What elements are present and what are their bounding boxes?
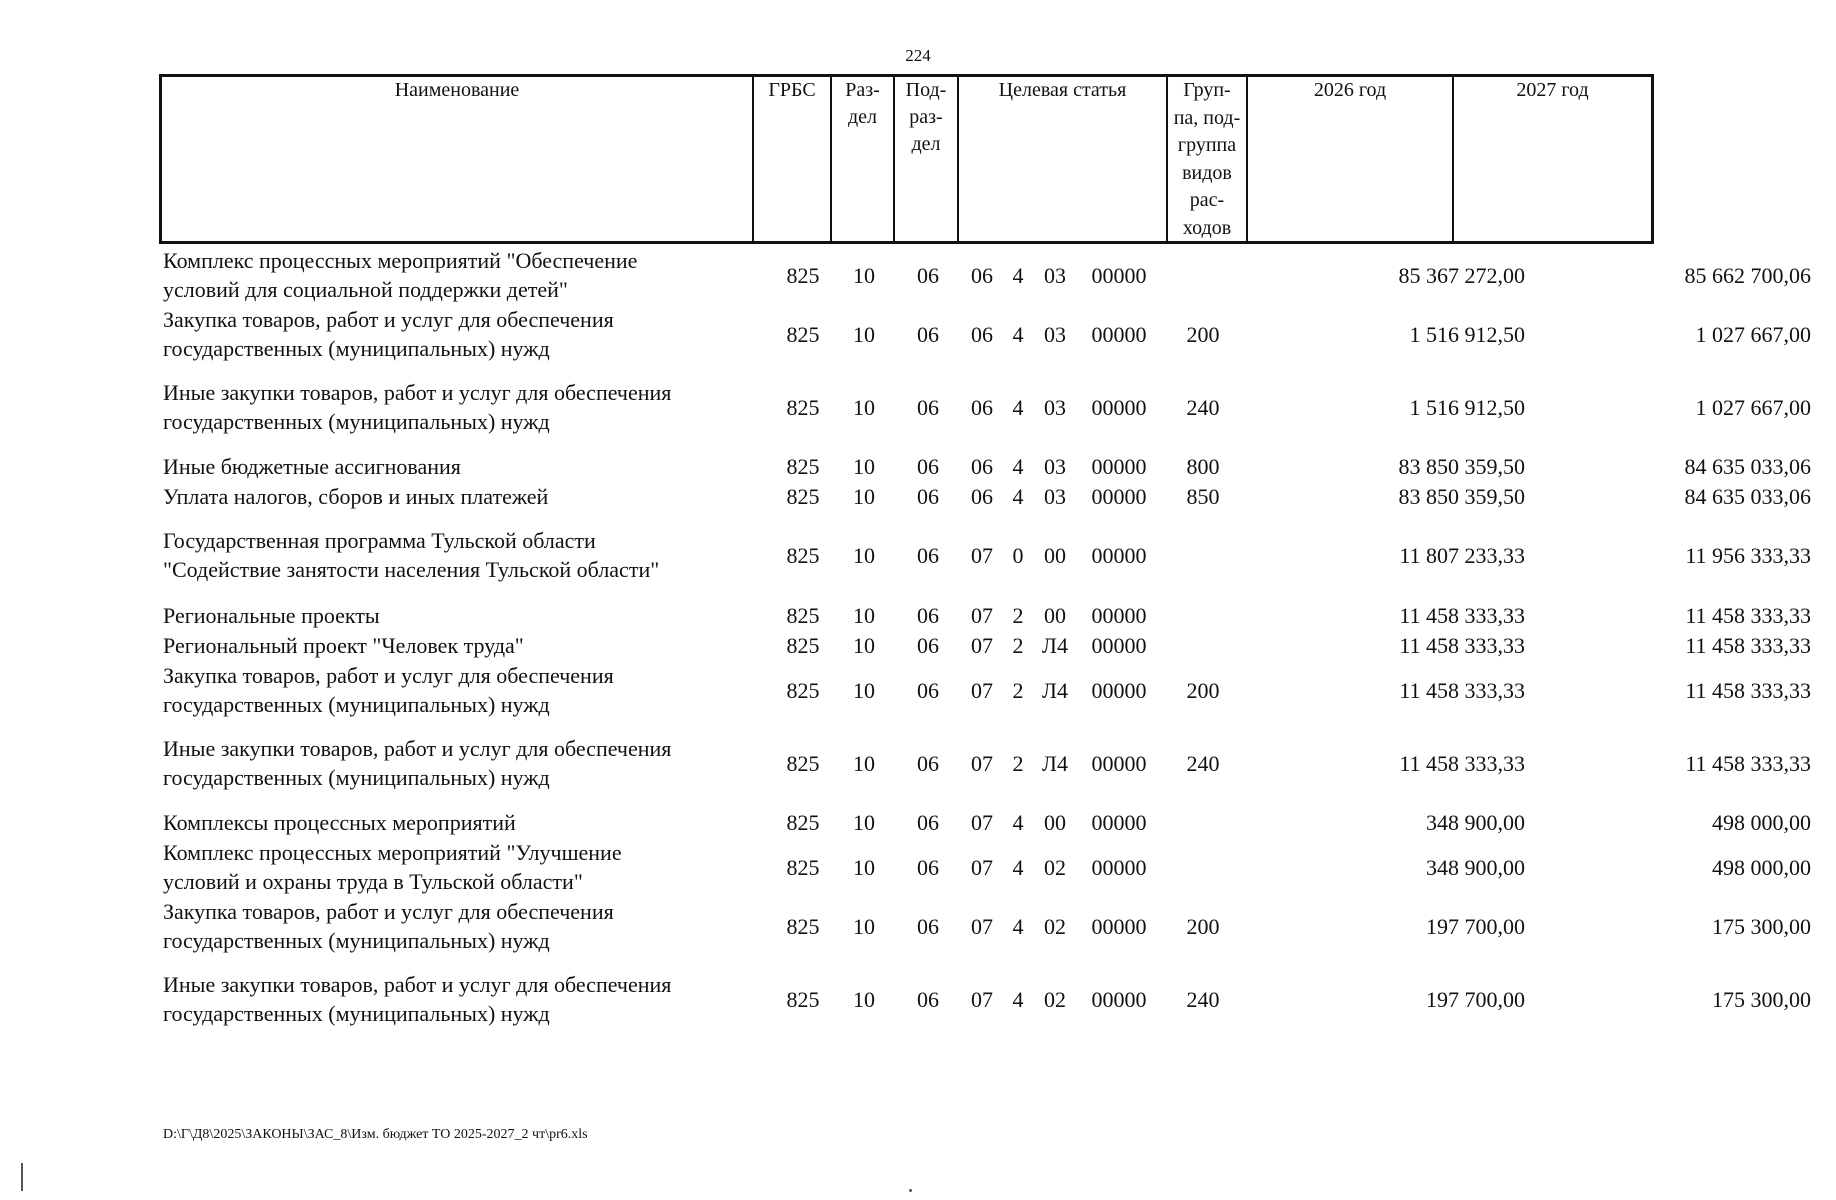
cell-t3: 00 [1044,810,1066,835]
row-name-line: условий и охраны труда в Тульской области" [163,869,583,894]
cell-t2: 2 [1012,603,1024,628]
cell-t3: 02 [1044,855,1066,880]
header-podrazdel: Под- раз- дел [893,77,957,241]
cell-razdel: 10 [853,395,875,420]
cell-vid: 800 [1186,454,1220,479]
cell-podrazdel: 06 [917,810,939,835]
cell-podrazdel: 06 [917,914,939,939]
row-name-line: Закупка товаров, работ и услуг для обеспечения [163,899,614,924]
cell-y2027: 11 458 333,33 [1685,603,1811,628]
row-name [163,631,743,660]
cell-t2: 4 [1012,263,1024,288]
cell-y2027: 11 458 333,33 [1685,633,1811,658]
row-name-line: Закупка товаров, работ и услуг для обеспечения [163,307,614,332]
cell-y2027: 1 027 667,00 [1695,395,1811,420]
cell-y2026: 11 807 233,33 [1399,543,1525,568]
cell-y2027: 84 635 033,06 [1684,454,1811,479]
cell-y2027: 11 458 333,33 [1685,678,1811,703]
cell-y2027: 175 300,00 [1712,987,1811,1012]
cell-t2: 2 [1012,751,1024,776]
cell-t3: Л4 [1042,678,1068,703]
cell-y2026: 348 900,00 [1426,810,1525,835]
cell-y2026: 348 900,00 [1426,855,1525,880]
row-name-line: "Содействие занятости населения Тульской области" [163,557,660,582]
cell-t3: Л4 [1042,751,1068,776]
row-name-line: условий для социальной поддержки детей" [163,277,568,302]
cell-vid: 240 [1186,751,1220,776]
cell-t4: 00000 [1091,263,1147,288]
row-name-line: Закупка товаров, работ и услуг для обеспечения [163,663,614,688]
cell-t3: 02 [1044,914,1066,939]
cell-t4: 00000 [1091,322,1147,347]
cell-y2027: 498 000,00 [1712,810,1811,835]
cell-razdel: 10 [853,322,875,347]
row-name [163,601,743,630]
cell-t1: 07 [971,855,993,880]
cell-podrazdel: 06 [917,751,939,776]
row-name-line: Региональный проект "Человек труда" [163,633,524,658]
cell-vid: 200 [1186,322,1220,347]
cell-podrazdel: 06 [917,987,939,1012]
cell-t1: 07 [971,678,993,703]
cell-grbs: 825 [786,603,820,628]
cell-y2026: 197 700,00 [1426,914,1525,939]
row-name [163,378,743,436]
row-name [163,897,743,955]
cell-t1: 06 [971,454,993,479]
cell-t4: 00000 [1091,543,1147,568]
cell-t1: 07 [971,751,993,776]
cell-grbs: 825 [786,678,820,703]
cell-y2027: 84 635 033,06 [1684,484,1811,509]
cell-podrazdel: 06 [917,322,939,347]
cell-podrazdel: 06 [917,633,939,658]
row-name-line: государственных (муниципальных) нужд [163,692,550,717]
row-name-line: Иные закупки товаров, работ и услуг для обеспечения [163,380,672,405]
cell-grbs: 825 [786,484,820,509]
cell-t1: 06 [971,484,993,509]
cell-podrazdel: 06 [917,263,939,288]
row-name-line: Иные закупки товаров, работ и услуг для обеспечения [163,972,672,997]
row-name [163,838,743,896]
cell-t4: 00000 [1091,395,1147,420]
cell-t3: 02 [1044,987,1066,1012]
row-name [163,970,743,1028]
cell-razdel: 10 [853,914,875,939]
cell-y2027: 498 000,00 [1712,855,1811,880]
cell-t1: 07 [971,914,993,939]
cell-podrazdel: 06 [917,678,939,703]
row-name-line: государственных (муниципальных) нужд [163,928,550,953]
cell-t4: 00000 [1091,603,1147,628]
cell-t2: 4 [1012,395,1024,420]
header-2026: 2026 год [1246,77,1452,241]
cell-podrazdel: 06 [917,484,939,509]
row-name-line: Государственная программа Тульской области [163,528,596,553]
table-header [159,74,1654,244]
header-2027: 2027 год [1452,77,1651,241]
cell-vid: 200 [1186,678,1220,703]
cell-y2026: 85 367 272,00 [1398,263,1525,288]
cell-grbs: 825 [786,810,820,835]
cell-t2: 4 [1012,484,1024,509]
cell-razdel: 10 [853,855,875,880]
cell-y2027: 85 662 700,06 [1684,263,1811,288]
row-name-line: Иные закупки товаров, работ и услуг для обеспечения [163,736,672,761]
cell-vid: 200 [1186,914,1220,939]
cell-vid: 850 [1186,484,1220,509]
scan-dot [909,1189,912,1192]
cell-t2: 2 [1012,633,1024,658]
cell-grbs: 825 [786,454,820,479]
cell-t4: 00000 [1091,454,1147,479]
header-vid: Груп- па, под- группа видов рас- ходов [1166,77,1246,241]
row-name [163,482,743,511]
cell-razdel: 10 [853,810,875,835]
cell-t3: 00 [1044,543,1066,568]
cell-razdel: 10 [853,678,875,703]
cell-y2027: 1 027 667,00 [1695,322,1811,347]
header-target: Целевая статья [957,77,1166,241]
cell-grbs: 825 [786,914,820,939]
cell-t4: 00000 [1091,914,1147,939]
cell-t2: 2 [1012,678,1024,703]
cell-t3: 03 [1044,484,1066,509]
cell-razdel: 10 [853,454,875,479]
cell-grbs: 825 [786,633,820,658]
cell-t2: 4 [1012,987,1024,1012]
row-name-line: Уплата налогов, сборов и иных платежей [163,484,549,509]
row-name-line: Комплекс процессных мероприятий "Обеспечение [163,248,638,273]
cell-t1: 07 [971,543,993,568]
row-name-line: Комплексы процессных мероприятий [163,810,516,835]
cell-grbs: 825 [786,263,820,288]
cell-vid: 240 [1186,987,1220,1012]
cell-t1: 06 [971,263,993,288]
margin-mark [21,1163,23,1191]
cell-t4: 00000 [1091,484,1147,509]
cell-t4: 00000 [1091,751,1147,776]
cell-podrazdel: 06 [917,395,939,420]
cell-y2026: 1 516 912,50 [1409,322,1525,347]
row-name [163,808,743,837]
cell-y2026: 83 850 359,50 [1398,484,1525,509]
cell-grbs: 825 [786,395,820,420]
cell-y2026: 11 458 333,33 [1399,751,1525,776]
cell-razdel: 10 [853,263,875,288]
cell-t1: 06 [971,395,993,420]
cell-t2: 4 [1012,454,1024,479]
cell-t2: 4 [1012,855,1024,880]
cell-podrazdel: 06 [917,603,939,628]
cell-t3: 03 [1044,322,1066,347]
cell-t1: 07 [971,603,993,628]
cell-t1: 07 [971,987,993,1012]
cell-grbs: 825 [786,751,820,776]
cell-y2026: 11 458 333,33 [1399,678,1525,703]
row-name [163,452,743,481]
cell-razdel: 10 [853,633,875,658]
row-name-line: государственных (муниципальных) нужд [163,1001,550,1026]
cell-y2026: 11 458 333,33 [1399,603,1525,628]
cell-t2: 4 [1012,810,1024,835]
cell-t3: 03 [1044,454,1066,479]
cell-t1: 07 [971,633,993,658]
cell-t1: 07 [971,810,993,835]
header-name: Наименование [394,79,520,101]
cell-y2027: 11 458 333,33 [1685,751,1811,776]
cell-t3: 03 [1044,395,1066,420]
row-name-line: государственных (муниципальных) нужд [163,336,550,361]
cell-t3: Л4 [1042,633,1068,658]
row-name-line: Региональные проекты [163,603,380,628]
header-razdel: Раз- дел [830,77,893,241]
cell-t1: 06 [971,322,993,347]
cell-grbs: 825 [786,543,820,568]
cell-t4: 00000 [1091,810,1147,835]
cell-t2: 4 [1012,914,1024,939]
cell-y2026: 197 700,00 [1426,987,1525,1012]
cell-t4: 00000 [1091,987,1147,1012]
row-name [163,526,743,584]
cell-t4: 00000 [1091,855,1147,880]
cell-y2027: 175 300,00 [1712,914,1811,939]
row-name-line: Комплекс процессных мероприятий "Улучшение [163,840,622,865]
row-name [163,661,743,719]
cell-grbs: 825 [786,322,820,347]
row-name-line: государственных (муниципальных) нужд [163,765,550,790]
cell-y2027: 11 956 333,33 [1685,543,1811,568]
row-name [163,246,743,304]
cell-t3: 03 [1044,263,1066,288]
cell-podrazdel: 06 [917,855,939,880]
cell-y2026: 11 458 333,33 [1399,633,1525,658]
row-name [163,734,743,792]
row-name [163,305,743,363]
cell-t4: 00000 [1091,678,1147,703]
cell-podrazdel: 06 [917,543,939,568]
cell-y2026: 1 516 912,50 [1409,395,1525,420]
cell-razdel: 10 [853,484,875,509]
cell-podrazdel: 06 [917,454,939,479]
cell-grbs: 825 [786,855,820,880]
header-grbs: ГРБС [752,77,830,241]
cell-razdel: 10 [853,987,875,1012]
footer-file-path: D:\Г\Д8\2025\ЗАКОНЫ\ЗАС_8\Изм. бюджет ТО 2025-2027_2 чт\pr6.xls [163,1127,588,1142]
cell-t3: 00 [1044,603,1066,628]
cell-grbs: 825 [786,987,820,1012]
cell-razdel: 10 [853,543,875,568]
cell-t2: 4 [1012,322,1024,347]
cell-razdel: 10 [853,603,875,628]
page-number: 224 [905,46,931,65]
cell-y2026: 83 850 359,50 [1398,454,1525,479]
cell-t2: 0 [1012,543,1024,568]
row-name-line: государственных (муниципальных) нужд [163,409,550,434]
cell-t4: 00000 [1091,633,1147,658]
cell-vid: 240 [1186,395,1220,420]
cell-razdel: 10 [853,751,875,776]
row-name-line: Иные бюджетные ассигнования [163,454,461,479]
